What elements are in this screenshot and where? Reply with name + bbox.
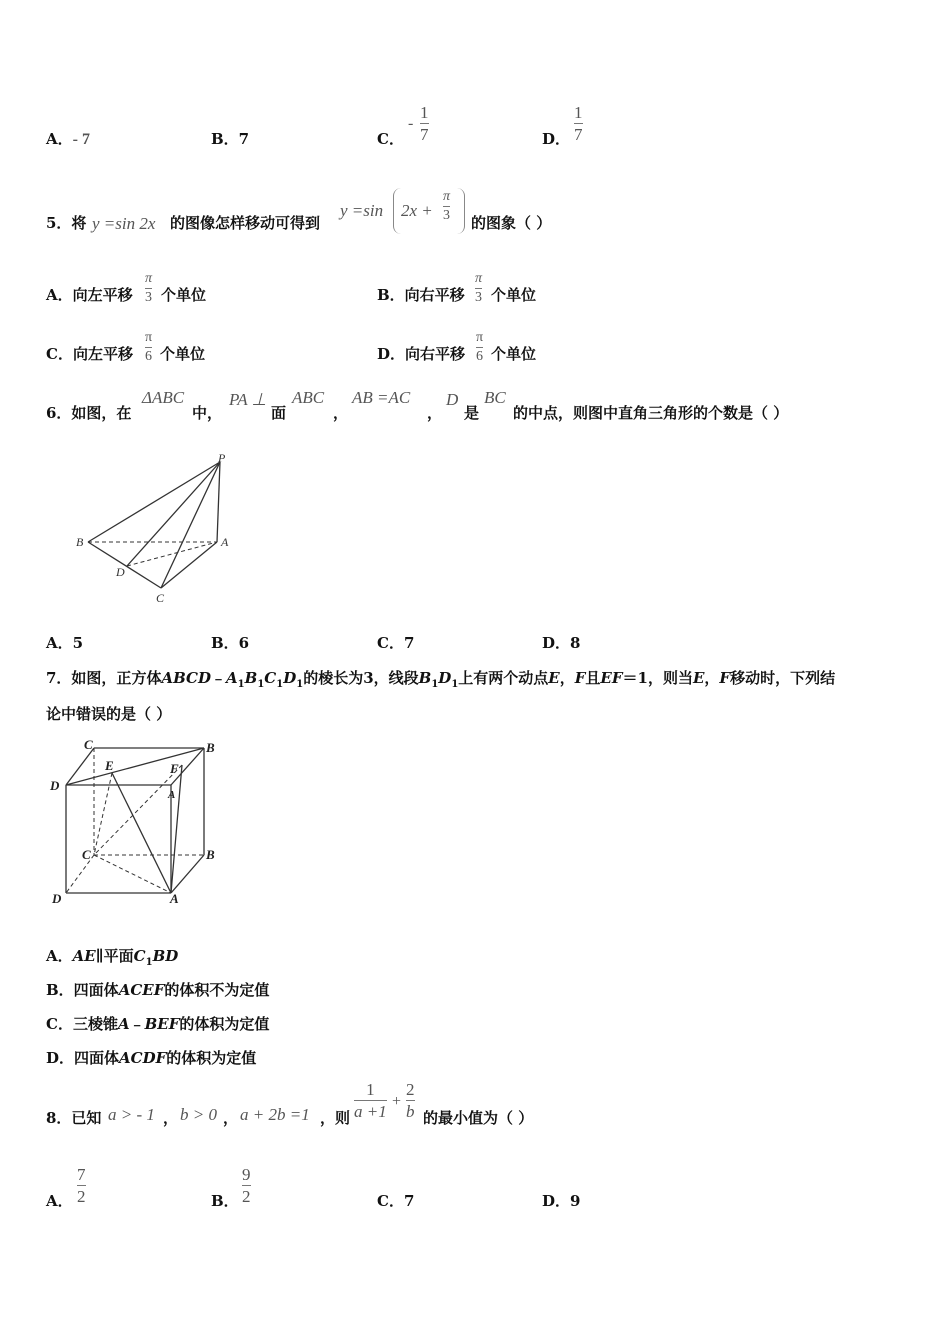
q5-option-b-unit: 个单位: [491, 286, 537, 304]
sub: 1: [145, 957, 153, 968]
denominator: a +1: [354, 1102, 387, 1121]
label-e: E: [105, 758, 114, 773]
text: BEF: [144, 1015, 180, 1033]
denominator: 7: [574, 125, 583, 144]
q5-option-d: D．向右平移: [377, 345, 466, 363]
q7-option-a: [46, 945, 178, 968]
text: ∥平面: [95, 947, 134, 965]
label-d1: D: [50, 778, 60, 793]
edge-pb: [88, 462, 220, 542]
q4-option-a: [46, 128, 90, 149]
line-fc: [94, 765, 182, 855]
q6-t3: ABC: [292, 388, 325, 407]
q7-option-d: [46, 1047, 256, 1068]
q8-comma-1: ，: [163, 1109, 179, 1127]
text: F: [574, 669, 586, 687]
numerator: π: [475, 271, 483, 286]
q4-option-c-fraction: [420, 104, 429, 143]
text: 且: [585, 669, 601, 687]
q6-s1: 中，: [192, 404, 223, 422]
text: EF: [600, 669, 623, 687]
q5-stem-tail: 的图象（ ）: [471, 214, 552, 232]
q8-frac-1: [354, 1081, 387, 1120]
denominator: 3: [145, 290, 152, 305]
sub: 1: [451, 679, 459, 690]
q6-option-b: B．6: [211, 634, 250, 652]
q5-option-c: C．向左平移: [46, 345, 133, 363]
q8-comma-2: ，: [223, 1109, 239, 1127]
text: ，: [704, 669, 720, 687]
q7-stem-line1: [46, 667, 835, 690]
text: ﹣: [211, 669, 227, 687]
text: C: [264, 669, 277, 687]
q8-plus: +: [392, 1093, 402, 1110]
edge-ca: [161, 542, 217, 588]
option-label: A．: [46, 130, 73, 148]
text: D．四面体: [46, 1049, 120, 1067]
q5-d-frac: [476, 331, 483, 364]
q4-option-c-label: C．: [377, 130, 404, 148]
denominator: 6: [145, 349, 153, 364]
q6-s5: 是: [464, 404, 480, 422]
text: 上有两个动点: [458, 669, 549, 687]
q6-s6: 的中点，则图中直角三角形的个数是（ ）: [513, 404, 789, 422]
denominator: 2: [77, 1187, 86, 1206]
option-value: - 7: [72, 131, 90, 148]
denominator: b: [406, 1102, 415, 1121]
text: B: [418, 669, 432, 687]
line-ea: [112, 773, 171, 893]
q6-s4: ，: [427, 404, 443, 422]
q6-t4: AB =AC: [352, 388, 411, 407]
edge-d1b1: [66, 748, 204, 785]
numerator: 9: [242, 1165, 251, 1184]
q4-option-c-sign: -: [408, 115, 414, 132]
denominator: 2: [242, 1187, 251, 1206]
q5-expr-2b: 2x +: [401, 201, 433, 220]
text: B: [244, 669, 258, 687]
q8-stem-tail: 的最小值为（ ）: [423, 1109, 534, 1127]
text: C: [133, 947, 146, 965]
q5-stem-start: [46, 212, 86, 233]
q8-frac-2: [406, 1081, 415, 1120]
option-label: A．向左平移: [46, 286, 133, 304]
q8-option-b-label: B．: [211, 1192, 239, 1210]
text: ACDF: [119, 1049, 167, 1067]
q6-option-c: C．7: [377, 634, 415, 652]
q8-option-c: C．7: [377, 1192, 415, 1210]
sub: 1: [276, 679, 284, 690]
text: 移动时，下列结: [730, 669, 836, 687]
q8-then: ，则: [320, 1109, 351, 1127]
q7-option-b: [46, 979, 269, 1000]
label-f: F: [170, 761, 179, 776]
q5-option-c-unit: 个单位: [160, 345, 206, 363]
numerator: 7: [77, 1165, 86, 1184]
q8-cond-2: b > 0: [180, 1105, 217, 1124]
sub: 1: [296, 679, 304, 690]
text: D: [438, 669, 452, 687]
q6-t5: D: [446, 390, 459, 409]
q5-expr-1: y =sin 2x: [92, 214, 156, 233]
label-c1: C: [84, 737, 93, 752]
q7-cube-figure: [46, 735, 226, 910]
text: AE: [72, 947, 96, 965]
q4-option-d-fraction: [574, 104, 583, 143]
q6-option-d: D．8: [542, 634, 581, 652]
numerator: π: [145, 271, 153, 286]
label-d: D: [116, 565, 125, 579]
q5-option-a: [46, 284, 133, 305]
q6-s3: ，: [333, 404, 349, 422]
text: 的体积不为定值: [164, 981, 270, 999]
q6-t2: PA ⊥: [229, 390, 267, 409]
numerator: 1: [366, 1080, 375, 1099]
numerator: 2: [406, 1080, 415, 1099]
q6-s2: 面: [271, 404, 287, 422]
label-a1: A: [168, 789, 176, 801]
label-a: A: [221, 535, 229, 549]
q7-stem-line2: 论中错误的是（ ）: [46, 705, 172, 723]
text: 的体积为定值: [179, 1015, 270, 1033]
text: E: [548, 669, 560, 687]
q6-option-a: A．5: [46, 634, 84, 652]
text: E: [692, 669, 705, 687]
text: F: [719, 669, 731, 687]
numerator: 1: [574, 103, 583, 122]
label-b1: B: [206, 740, 215, 755]
text: D: [283, 669, 297, 687]
q8-cond-3: a + 2b =1: [240, 1105, 310, 1124]
q6-stem-start: 6．如图，在: [46, 404, 132, 422]
line-fa: [171, 765, 182, 893]
question-number: 5．将: [46, 214, 87, 232]
q7-option-c: [46, 1013, 269, 1034]
text: A．: [46, 947, 73, 965]
edge-ab: [171, 855, 204, 893]
text: B．四面体: [46, 981, 119, 999]
text: 的体积为定值: [166, 1049, 257, 1067]
q5-option-d-unit: 个单位: [491, 345, 537, 363]
sub: 1: [257, 679, 265, 690]
text: BD: [152, 947, 179, 965]
label-p: P: [218, 451, 226, 465]
q6-t6: BC: [484, 388, 506, 407]
q5-option-a-unit: 个单位: [161, 286, 207, 304]
text: ABCD: [161, 669, 211, 687]
text: ，: [559, 669, 575, 687]
denominator: 3: [475, 290, 482, 305]
text: A: [226, 669, 238, 687]
edge-da-dashed: [127, 542, 217, 566]
denominator: 7: [420, 125, 429, 144]
text: C．三棱锥: [46, 1015, 118, 1033]
q5-expr-2a: y =sin: [340, 201, 384, 220]
text: ＝1，则当: [622, 669, 693, 687]
q8-stem-start: 8．已知: [46, 1109, 102, 1127]
numerator: π: [145, 330, 153, 345]
q5-stem-mid: 的图像怎样移动可得到: [170, 214, 321, 232]
q4-option-d-label: D．: [542, 130, 571, 148]
denominator: 6: [476, 349, 484, 364]
edge-pa: [217, 462, 220, 542]
label-a: A: [170, 891, 179, 906]
q5-option-b: B．向右平移: [377, 286, 465, 304]
label-b: B: [206, 847, 215, 862]
q6-pyramid-figure: [70, 450, 240, 610]
q5-c-frac: [145, 331, 152, 364]
q8-option-b-frac: [242, 1166, 251, 1205]
text: ﹣: [129, 1015, 145, 1033]
q8-option-a-label: A．: [46, 1192, 73, 1210]
q8-option-a-frac: [77, 1166, 86, 1205]
edge-pc: [161, 462, 220, 588]
q5-a-frac: [145, 272, 152, 305]
q5-b-frac: [475, 272, 482, 305]
q6-t1: ΔABC: [142, 388, 185, 407]
label-d: D: [52, 891, 62, 906]
text: 的棱长为3，线段: [303, 669, 419, 687]
numerator: 1: [420, 103, 429, 122]
edge-d1c1: [66, 748, 94, 785]
q4-option-b: B．7: [211, 130, 250, 148]
edge-ca: [94, 855, 171, 893]
denominator: 3: [443, 208, 450, 223]
q5-pi-over-3: [443, 190, 450, 223]
numerator: π: [476, 330, 484, 345]
sub: 1: [431, 679, 439, 690]
text: ACEF: [118, 981, 165, 999]
label-c: C: [82, 847, 91, 862]
sub: 1: [237, 679, 245, 690]
label-b: B: [76, 535, 84, 549]
label-c: C: [156, 591, 165, 605]
text: 7．如图，正方体: [46, 669, 162, 687]
text: A: [117, 1015, 130, 1033]
q8-option-d: D．9: [542, 1192, 581, 1210]
numerator: π: [443, 189, 451, 204]
q8-cond-1: a > - 1: [108, 1105, 155, 1124]
